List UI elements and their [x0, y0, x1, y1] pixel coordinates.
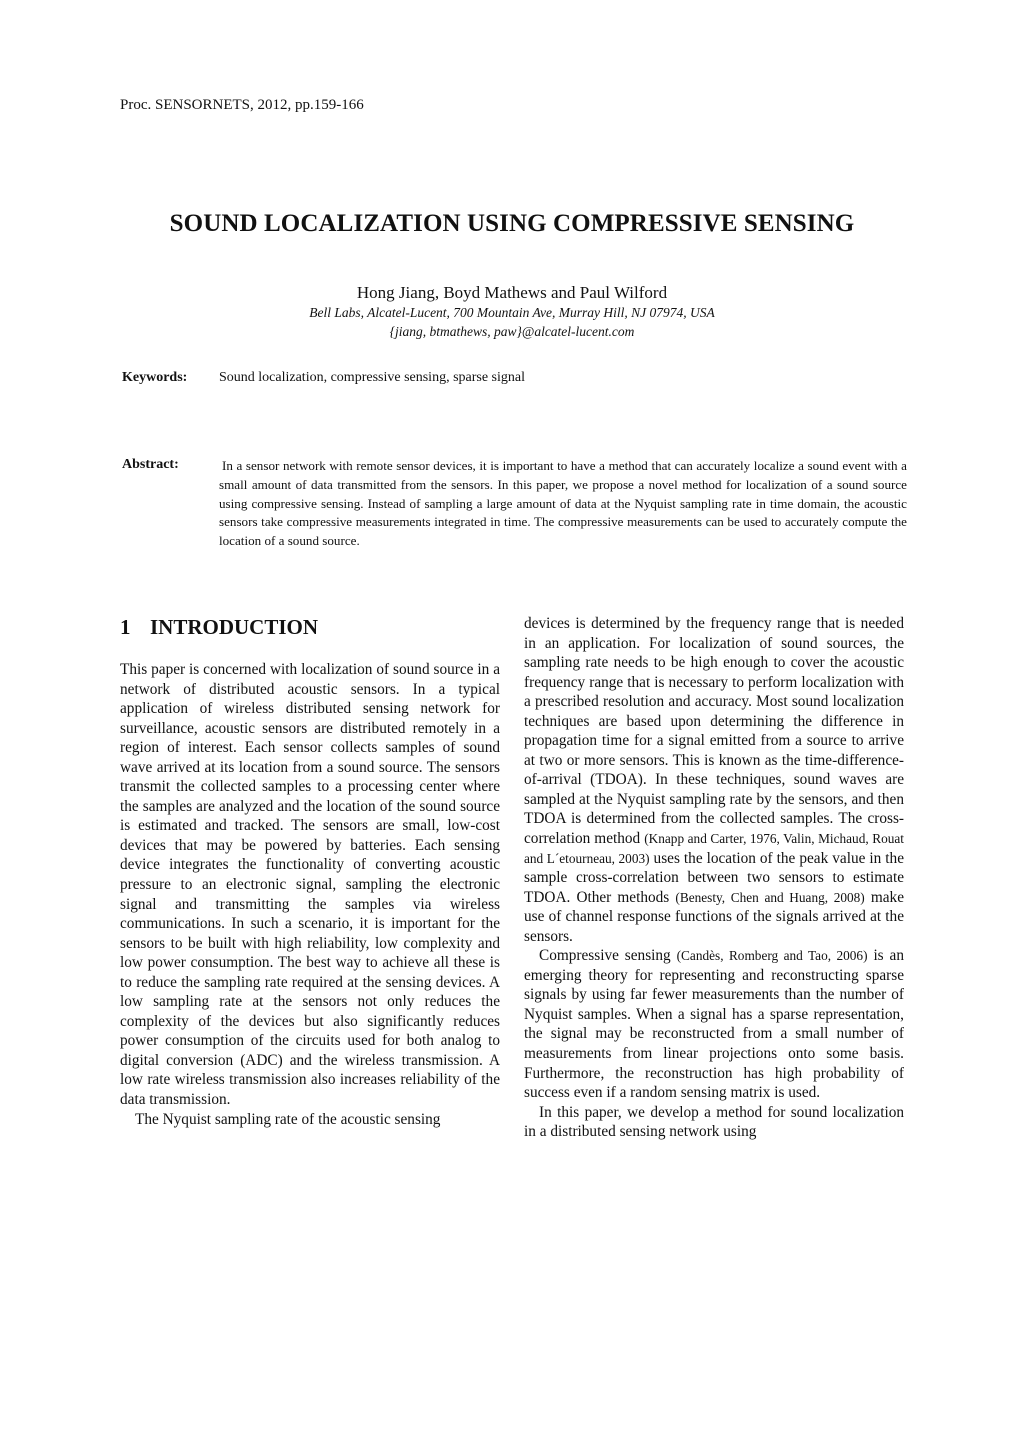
citation: (Candès, Romberg and Tao, 2006)	[676, 948, 868, 964]
text-run: Compressive sensing	[539, 947, 677, 965]
authors: Hong Jiang, Boyd Mathews and Paul Wilford	[356, 283, 668, 302]
citation: (Benesty, Chen and Huang, 2008)	[675, 889, 865, 905]
paragraph: This paper is concerned with localization of sound source in a network of distributed acoustic sensors. In a typical application of wireless distributed sensing network for surveillance, acoustic sensors are distributed remotely in a region of interest. Each sensor collects samples of sound wave arrived at its location from a sound source. The sensors transmit the collected samples to a processing center where the samples are analyzed and the location of the sound source is estimated and tracked. The sensors are small, low-cost devices that may be powered by batteries. Each sensing device integrates the functionality of converting acoustic pressure to an electronic signal, sampling the electronic signal and transmitting the samples via wireless communications. In such a scenario, it is important for the sensors to be built with high reliability, low complexity and low power consumption. The best way to achieve all these is to reduce the sampling rate required at the sensing devices. A low sampling rate at the sensors not only reduces the complexity of the devices but also significantly reduces power consumption of the circuits used for both analog to digital conversion (ADC) and the wireless transmission. A low rate wireless transmission also increases reliability of the data transmission.	[120, 661, 500, 1109]
text-run: is an emerging theory for representing and reconstructing sparse signals by using far fewer measurements than the number of Nyquist samples. When a signal has a sparse representation, the signal may be reconstructed from a small number of measurements from linear projections onto some basis. Furthermore, the reconstruction has high probability of success even if a random sensing matrix is used.	[524, 947, 905, 1102]
paragraph	[524, 946, 904, 1102]
paragraph: The Nyquist sampling rate of the acoustic sensing	[135, 1110, 441, 1128]
left-column	[120, 660, 500, 1129]
section-heading-introduction	[120, 615, 318, 640]
text-run: devices is determined by the frequency range that is needed in an application. For localization of sound sources, the sampling rate needs to be high enough to cover the acoustic frequency range that is necessary to perform localization with a prescribed resolution and accuracy. Most sound localization techniques are based upon determining the difference in propagation time for a signal emitted from a source to arrive at two or more sensors. This is known as the time-difference-of-arrival (TDOA). In these techniques, sound waves are sampled at the Nyquist sampling rate by the sensors, and then TDOA is determined from the collected samples. The cross-correlation method	[524, 615, 904, 848]
section-title: INTRODUCTION	[150, 615, 319, 639]
keywords-text: Sound localization, compressive sensing, sparse signal	[219, 370, 525, 385]
abstract-text: In a sensor network with remote sensor devices, it is important to have a method that can accurately localize a sound event with a small amount of data transmitted from the sensors. In this paper, we propose a novel method for localization of a sound source using compressive sensing. Instead of sampling a large amount of data at the Nyquist sampling rate in time domain, the acoustic sensors take compressive measurements integrated in time. The compressive measurements can be used to accurately compute the location of a sound source.	[219, 458, 907, 549]
section-number: 1	[120, 615, 131, 639]
text-run: make use of channel response functions of the signals arrived at the sensors.	[524, 888, 904, 945]
paragraph	[524, 614, 904, 946]
paragraph: In this paper, we develop a method for sound localization in a distributed sensing network using	[524, 1103, 904, 1141]
citation: (Knapp and Carter, 1976, Valin, Michaud, Rouat and L´etourneau, 2003)	[524, 831, 904, 866]
right-column	[524, 614, 904, 1142]
affiliation: Bell Labs, Alcatel-Lucent, 700 Mountain Ave, Murray Hill, NJ 07974, USA	[309, 305, 715, 320]
abstract-label: Abstract:	[122, 457, 179, 472]
text-run: uses the location of the peak value in the sample cross-correlation between two sensors to estimate TDOA. Other methods	[524, 849, 904, 906]
proceedings-header: Proc. SENSORNETS, 2012, pp.159-166	[120, 97, 364, 113]
keywords-label: Keywords:	[122, 370, 188, 385]
author-emails: {jiang, btmathews, paw}@alcatel-lucent.com	[389, 324, 635, 339]
paper-title: SOUND LOCALIZATION USING COMPRESSIVE SENSING	[169, 210, 855, 237]
